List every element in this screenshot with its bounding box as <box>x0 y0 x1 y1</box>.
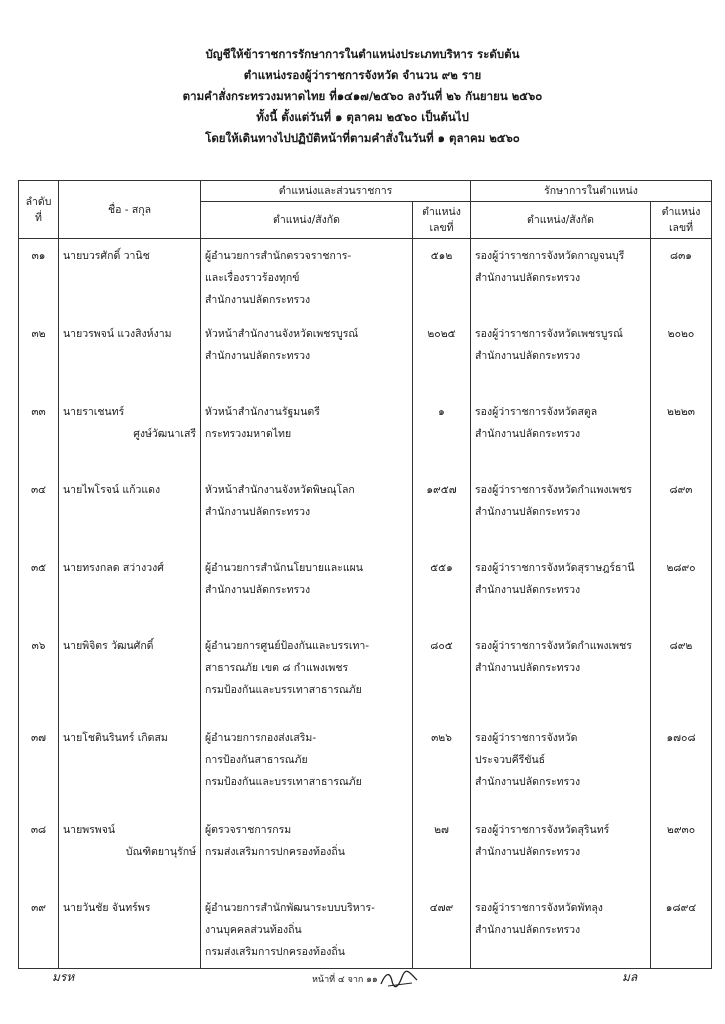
table-row <box>19 721 712 813</box>
col-header-name: ชื่อ - สกุล <box>59 181 201 239</box>
group-header-current: ตำแหน่งและส่วนราชการ <box>201 181 471 202</box>
row-acting-position-no: ๘๙๓ <box>651 473 712 551</box>
table-row <box>19 813 712 891</box>
row-no: ๓๓ <box>19 395 59 473</box>
initials-right: มล <box>622 970 638 984</box>
row-no: ๓๙ <box>19 891 59 969</box>
header-position-count: ตำแหน่งรองผู้ว่าราชการจังหวัด จำนวน ๙๒ ราย <box>243 68 482 82</box>
row-acting-position: รองผู้ว่าราชการจังหวัดเพชรบูรณ์ สำนักงานปลัดกระทรวง <box>471 317 651 395</box>
row-acting-position: รองผู้ว่าราชการจังหวัดสุราษฎร์ธานี สำนักงานปลัดกระทรวง <box>471 551 651 629</box>
row-name: นายวรพจน์ แวงสิงห์งาม <box>59 317 201 395</box>
row-position: หัวหน้าสำนักงานจังหวัดเพชรบูรณ์ สำนักงานปลัดกระทรวง <box>201 317 413 395</box>
row-acting-position: รองผู้ว่าราชการจังหวัดประจวบคีรีขันธ์ สำนักงานปลัดกระทรวง <box>471 721 651 813</box>
page-number: หน้าที่ ๔ จาก ๑๑ <box>312 975 378 985</box>
col-header-no: ลำดับ ที่ <box>19 181 59 239</box>
row-position-no: ๑ <box>413 395 471 473</box>
row-acting-position: รองผู้ว่าราชการจังหวัดสตูล สำนักงานปลัดกระทรวง <box>471 395 651 473</box>
row-name: นายบวรศักดิ์ วานิช <box>59 239 201 317</box>
row-acting-position-no: ๘๙๒ <box>651 629 712 721</box>
row-position: ผู้อำนวยการสำนักพัฒนาระบบบริหาร- งานบุคคลส่วนท้องถิ่น กรมส่งเสริมการปกครองท้องถิ่น <box>201 891 413 969</box>
header-reporting-date: โดยให้เดินทางไปปฏิบัติหน้าที่ตามคำสั่งในวันที่ ๑ ตุลาคม ๒๕๖๐ <box>205 131 520 145</box>
row-position-no: ๑๙๕๗ <box>413 473 471 551</box>
row-position: ผู้อำนวยการศูนย์ป้องกันและบรรเทา- สาธารณภัย เขต ๘ กำแพงเพชร กรมป้องกันและบรรเทาสาธารณภัย <box>201 629 413 721</box>
row-acting-position-no: ๒๘๙๐ <box>651 551 712 629</box>
row-position-no: ๒๐๒๕ <box>413 317 471 395</box>
table-row <box>19 239 712 317</box>
table-row <box>19 891 712 969</box>
table-row <box>19 551 712 629</box>
col-header-position-no: ตำแหน่ง เลขที่ <box>413 202 471 239</box>
row-acting-position: รองผู้ว่าราชการจังหวัดพัทลุง สำนักงานปลัดกระทรวง <box>471 891 651 969</box>
row-name: นายราเชนทร์ ศูงษ์วัฒนาเสรี <box>59 395 201 473</box>
row-acting-position-no: ๒๙๓๐ <box>651 813 712 891</box>
document-header <box>0 44 725 149</box>
header-effective-date: ทั้งนี้ ตั้งแต่วันที่ ๑ ตุลาคม ๒๕๖๐ เป็นต้นไป <box>256 110 469 124</box>
col-header-position: ตำแหน่ง/สังกัด <box>201 202 413 239</box>
row-position: หัวหน้าสำนักงานรัฐมนตรี กระทรวงมหาดไทย <box>201 395 413 473</box>
signature-icon <box>378 968 420 990</box>
row-name: นายพิจิตร วัฒนศักดิ์ <box>59 629 201 721</box>
table-row <box>19 395 712 473</box>
header-order-reference: ตามคำสั่งกระทรวงมหาดไทย ที่๑๔๑๗/๒๕๖๐ ลงวันที่ ๒๖ กันยายน ๒๕๖๐ <box>182 89 543 103</box>
row-position: ผู้อำนวยการกองส่งเสริม- การป้องกันสาธารณภัย กรมป้องกันและบรรเทาสาธารณภัย <box>201 721 413 813</box>
row-acting-position: รองผู้ว่าราชการจังหวัดสุรินทร์ สำนักงานปลัดกระทรวง <box>471 813 651 891</box>
page-footer <box>0 968 725 998</box>
row-position: ผู้อำนวยการสำนักตรวจราชการ- และเรื่องราวร้องทุกข์ สำนักงานปลัดกระทรวง <box>201 239 413 317</box>
row-no: ๓๘ <box>19 813 59 891</box>
table-row <box>19 629 712 721</box>
row-position-no: ๕๑๒ <box>413 239 471 317</box>
row-acting-position-no: ๘๓๑ <box>651 239 712 317</box>
row-no: ๓๕ <box>19 551 59 629</box>
row-no: ๓๑ <box>19 239 59 317</box>
row-acting-position: รองผู้ว่าราชการจังหวัดกำแพงเพชร สำนักงานปลัดกระทรวง <box>471 629 651 721</box>
row-no: ๓๗ <box>19 721 59 813</box>
group-header-acting: รักษาการในตำแหน่ง <box>471 181 712 202</box>
row-acting-position-no: ๒๐๒๐ <box>651 317 712 395</box>
initials-left: มรห <box>52 970 75 984</box>
row-position-no: ๒๗ <box>413 813 471 891</box>
row-name: นายทรงกลด สว่างวงศ์ <box>59 551 201 629</box>
col-header-acting-position: ตำแหน่ง/สังกัด <box>471 202 651 239</box>
row-acting-position: รองผู้ว่าราชการจังหวัดกำแพงเพชร สำนักงานปลัดกระทรวง <box>471 473 651 551</box>
row-name: นายโชตินรินทร์ เกิดสม <box>59 721 201 813</box>
row-acting-position-no: ๑๘๙๔ <box>651 891 712 969</box>
row-position: ผู้ตรวจราชการกรม กรมส่งเสริมการปกครองท้องถิ่น <box>201 813 413 891</box>
row-no: ๓๒ <box>19 317 59 395</box>
row-position: ผู้อำนวยการสำนักนโยบายและแผน สำนักงานปลัดกระทรวง <box>201 551 413 629</box>
row-acting-position-no: ๑๗๐๘ <box>651 721 712 813</box>
row-acting-position: รองผู้ว่าราชการจังหวัดกาญจนบุรี สำนักงานปลัดกระทรวง <box>471 239 651 317</box>
row-position-no: ๓๒๖ <box>413 721 471 813</box>
col-header-acting-position-no: ตำแหน่ง เลขที่ <box>651 202 712 239</box>
row-name: นายไพโรจน์ แก้วแดง <box>59 473 201 551</box>
table-row <box>19 317 712 395</box>
row-position-no: ๘๐๕ <box>413 629 471 721</box>
row-position-no: ๕๕๑ <box>413 551 471 629</box>
table-row <box>19 473 712 551</box>
row-no: ๓๔ <box>19 473 59 551</box>
row-position: หัวหน้าสำนักงานจังหวัดพิษณุโลก สำนักงานปลัดกระทรวง <box>201 473 413 551</box>
row-acting-position-no: ๒๒๒๓ <box>651 395 712 473</box>
row-position-no: ๔๗๙ <box>413 891 471 969</box>
row-name: นายวันชัย จันทร์พร <box>59 891 201 969</box>
header-title: บัญชีให้ข้าราชการรักษาการในตำแหน่งประเภทบริหาร ระดับต้น <box>205 47 520 61</box>
row-no: ๓๖ <box>19 629 59 721</box>
row-name: นายพรพจน์ บัณฑิตยานุรักษ์ <box>59 813 201 891</box>
appointment-table <box>18 180 712 969</box>
